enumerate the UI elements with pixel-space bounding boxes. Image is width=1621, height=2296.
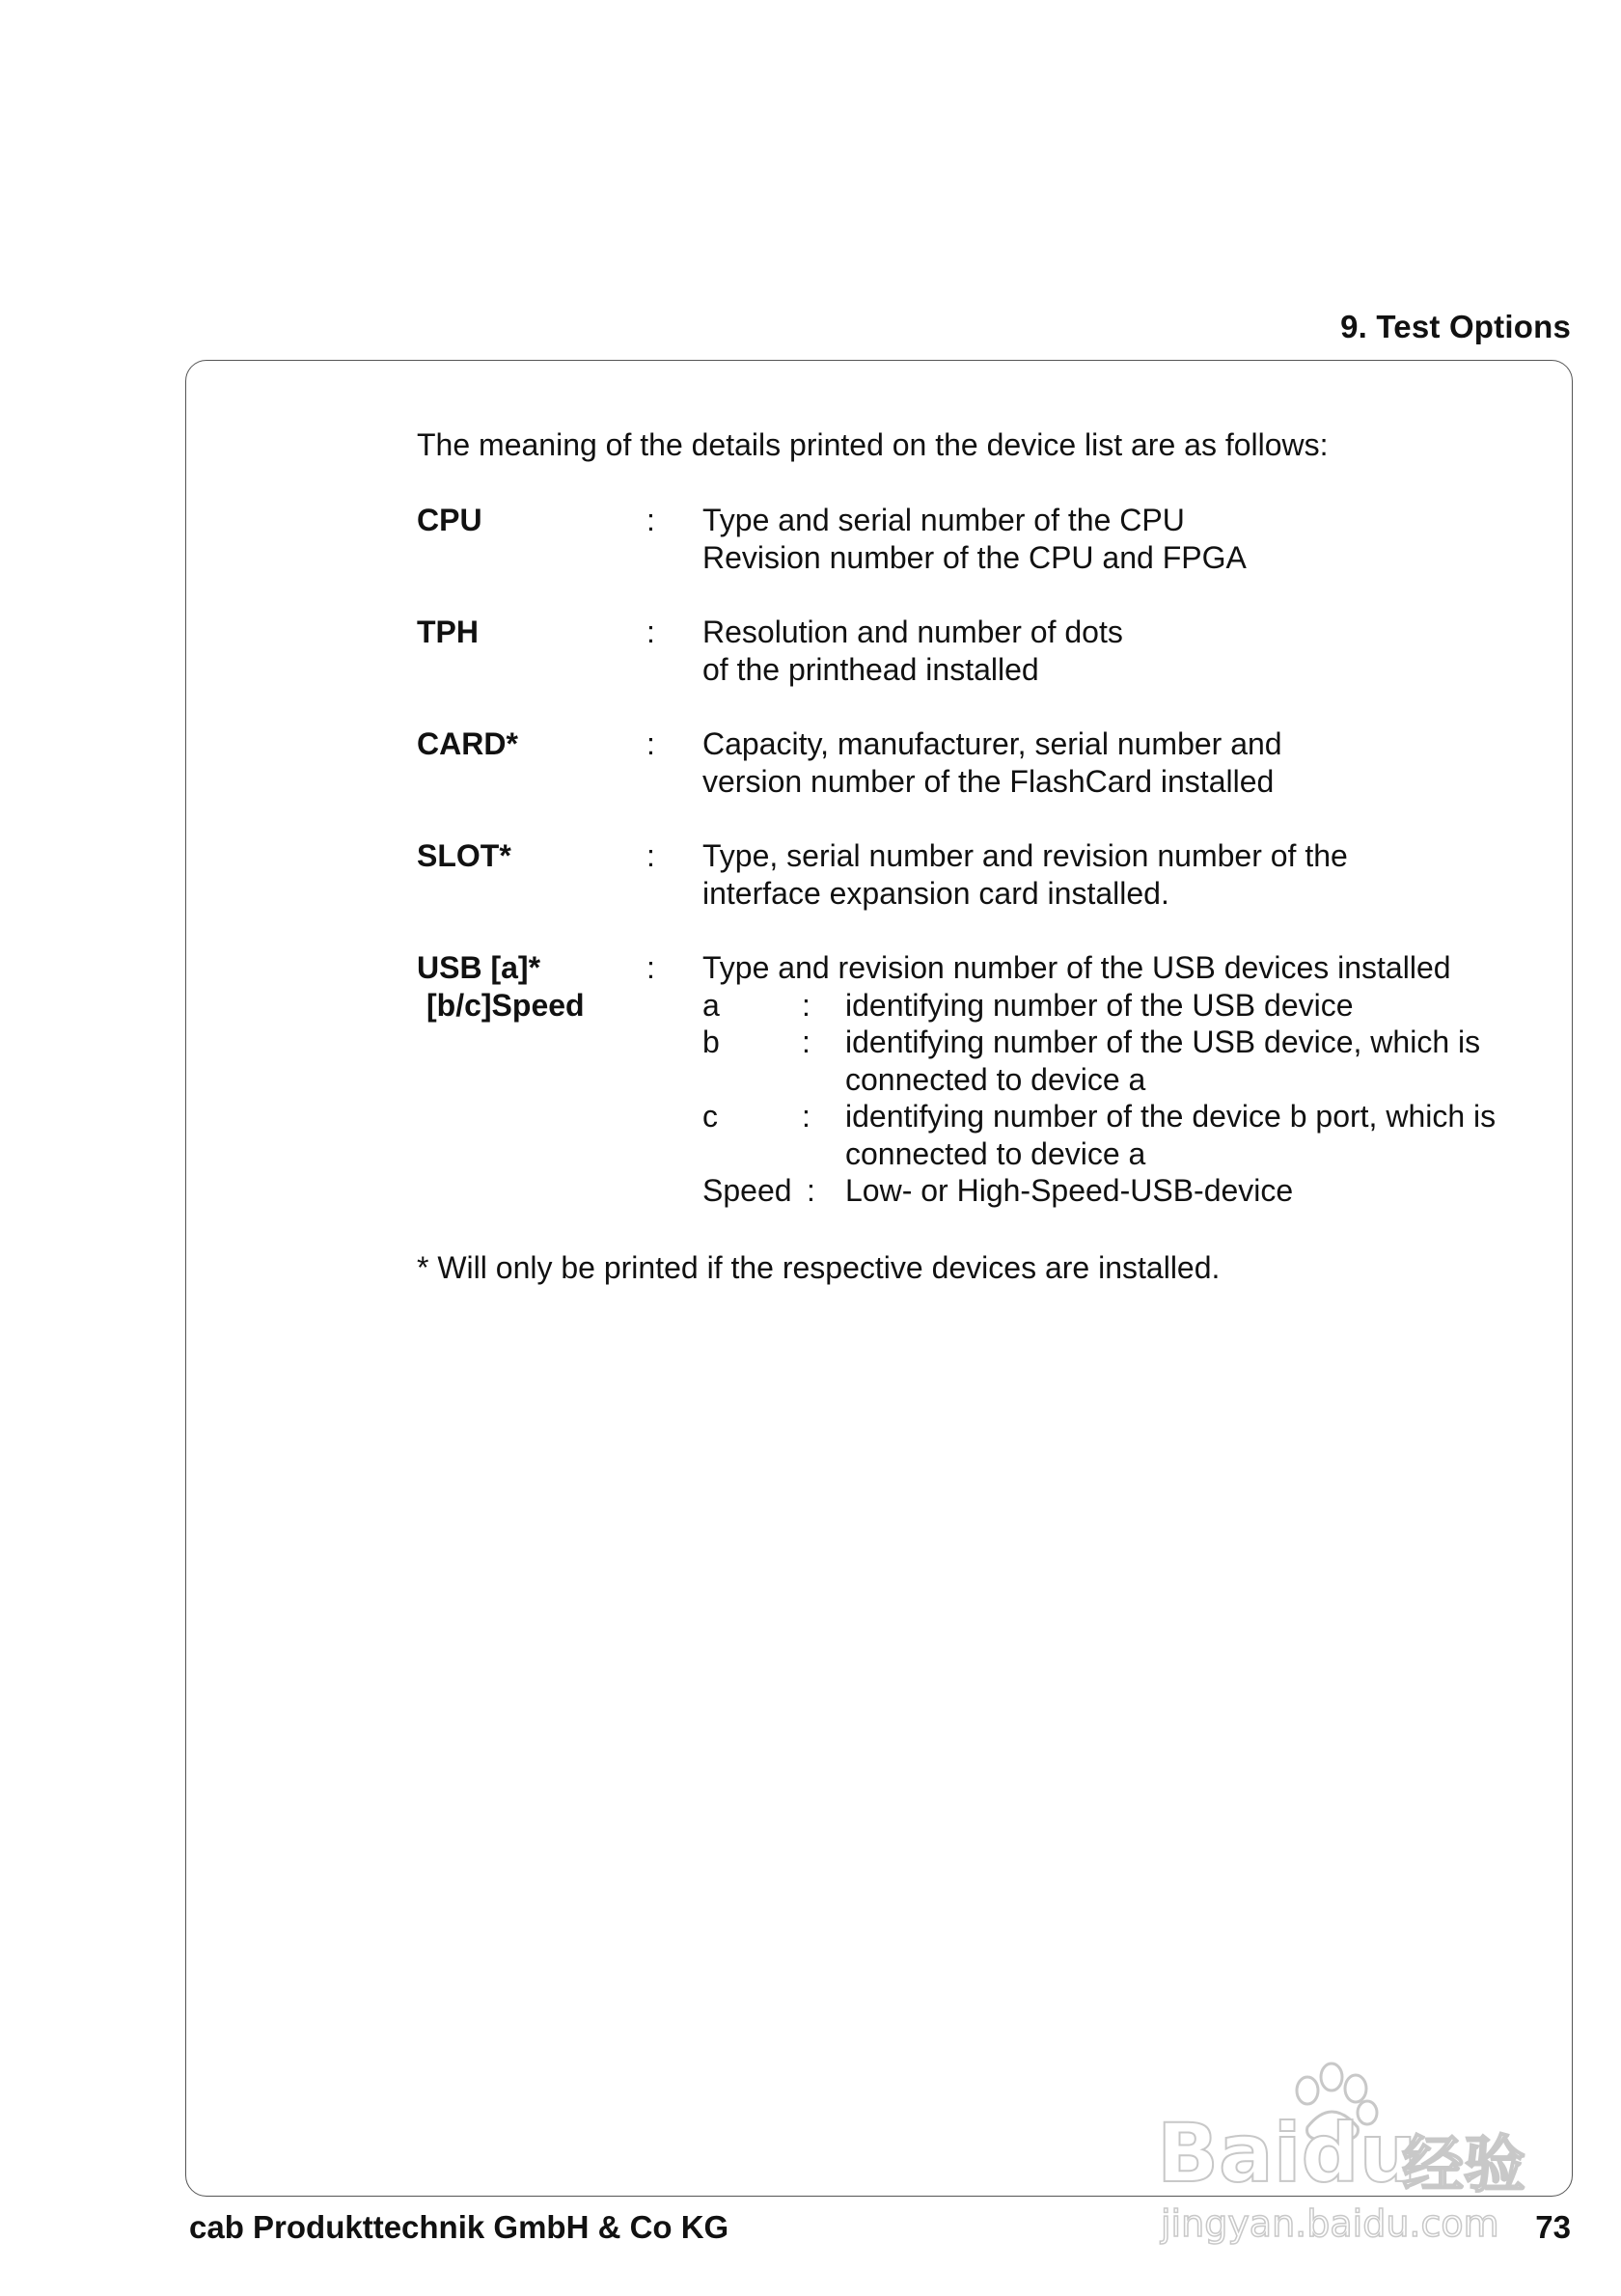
description-line: Resolution and number of dots [702,615,1123,649]
intro-text: The meaning of the details printed on the device list are as follows: [417,427,1329,462]
term-label: CPU [417,503,482,537]
footer-company: cab Produkttechnik GmbH & Co KG [189,2209,729,2245]
term-description [702,614,1523,688]
sub-colon: : [807,1173,815,1208]
term-colon: : [646,503,655,537]
sub-text-line: identifying number of the device b port, which is [845,1099,1497,1134]
sub-key: c [702,1099,718,1134]
description-line: version number of the FlashCard installed [702,763,1275,799]
description-line: of the printhead installed [702,651,1039,687]
term-label: CARD* [417,726,518,761]
sub-text-line: connected to device a [845,1135,1146,1171]
sub-text [845,1172,1521,1210]
description-line: Capacity, manufacturer, serial number and [702,726,1282,761]
sub-key: Speed [702,1173,792,1208]
term-description: Type and revision number of the USB devices installed [702,950,1451,985]
sub-text [845,1098,1521,1172]
term-label-line2: [b/c]Speed [426,987,585,1023]
watermark-brand-cn: 经验 [1402,2130,1525,2201]
term-label: USB [a]* [417,950,541,985]
term-colon: : [646,950,655,985]
sub-text-line: connected to device a [845,1061,1146,1097]
term-colon: : [646,726,655,761]
term-colon: : [646,615,655,649]
sub-colon: : [802,1025,810,1059]
page-number: 73 [1535,2209,1571,2245]
watermark-brand: Baidu [1157,2106,1417,2200]
sub-text [845,1024,1521,1098]
term-description [702,837,1523,912]
baidu-watermark [1153,2060,1539,2245]
term-label: SLOT* [417,838,511,873]
sub-key: a [702,987,720,1023]
term-label: TPH [417,615,479,649]
footnote: * Will only be printed if the respective devices are installed. [417,1250,1221,1285]
term-description [702,502,1523,576]
sub-text-line: Low- or High-Speed-USB-device [845,1173,1294,1208]
section-title: 9. Test Options [1340,309,1571,344]
sub-colon: : [802,1099,810,1134]
term-description [702,725,1523,800]
description-line: Type and serial number of the CPU [702,503,1185,537]
watermark-url: jingyan.baidu.com [1161,2202,1499,2245]
description-line: interface expansion card installed. [702,875,1169,911]
term-colon: : [646,838,655,873]
sub-text-line: identifying number of the USB device, which is [845,1025,1481,1059]
description-line: Type, serial number and revision number of the [702,838,1348,873]
sub-text-line: identifying number of the USB device [845,987,1354,1023]
sub-text [845,987,1521,1025]
description-line: Revision number of the CPU and FPGA [702,539,1247,575]
sub-key: b [702,1025,720,1059]
sub-colon: : [802,987,810,1023]
